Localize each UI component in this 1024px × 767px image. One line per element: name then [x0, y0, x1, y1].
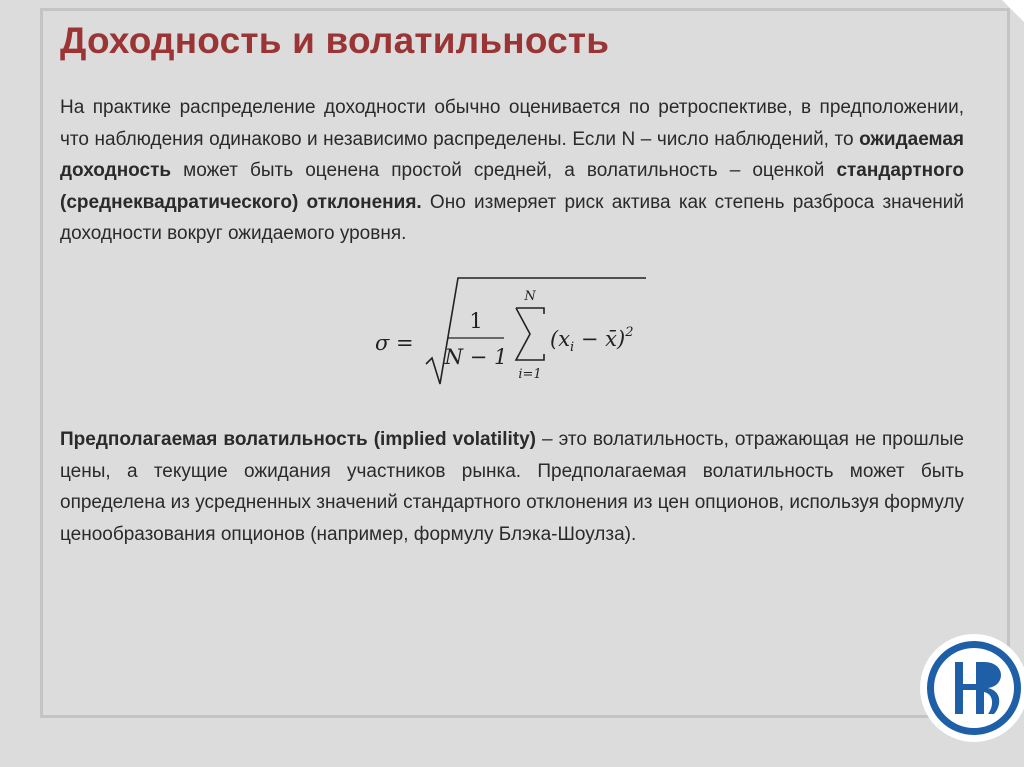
formula-lhs: σ =: [375, 331, 414, 355]
formula-term-open: (x: [550, 327, 571, 351]
formula-denominator: N − 1: [444, 345, 508, 369]
logo-letter-crossbar: [963, 684, 976, 690]
sum-upper-limit: N: [524, 289, 536, 304]
paragraph-intro-text-3: Оно измеряет риск актива как степень разброса значений доходности вокруг ожидаемого уровня.: [60, 191, 964, 244]
paragraph-intro: [60, 92, 964, 250]
hse-logo-icon: [918, 632, 1024, 744]
volatility-formula: [370, 272, 670, 402]
term-implied-volatility: Предполагаемая волатильность (implied volatility): [60, 429, 536, 450]
logo-letter-stem-left: [955, 662, 963, 714]
formula-term-exponent: 2: [625, 325, 634, 340]
term-expected-return: ожидаемая доходность: [60, 128, 964, 181]
formula-numerator: 1: [469, 309, 483, 333]
formula-term-close: − x̄): [574, 327, 626, 351]
sigma-sum-icon: [516, 308, 544, 360]
logo-letter-stem-right: [976, 662, 984, 714]
paragraph-intro-text-1: На практике распределение доходности обычно оценивается по ретроспективе, в предположении, что наблюдения одинаково и независимо распределены. Если N – число наблюдений, то: [60, 97, 964, 150]
formula-term: [550, 325, 633, 355]
page-corner-fold: [1002, 0, 1024, 22]
paragraph-implied-volatility: [60, 424, 964, 550]
term-standard-deviation: стандартного (среднеквадратического) отклонения.: [60, 160, 964, 213]
slide-title: Доходность и волатильность: [60, 20, 610, 61]
paragraph-intro-text-2: может быть оценена простой средней, а волатильность – оценкой: [171, 160, 837, 181]
sum-lower-limit: i=1: [518, 367, 542, 382]
formula-term-subscript: i: [570, 340, 575, 355]
paragraph-implied-text: – это волатильность, отражающая не прошлые цены, а текущие ожидания участников рынка. Предполагаемая волатильность может быть определена из усредненных значений стандартного отклонения из цен опционов, используя формулу ценообразования опционов (например, формулу Блэка-Шоулза).: [60, 429, 964, 545]
